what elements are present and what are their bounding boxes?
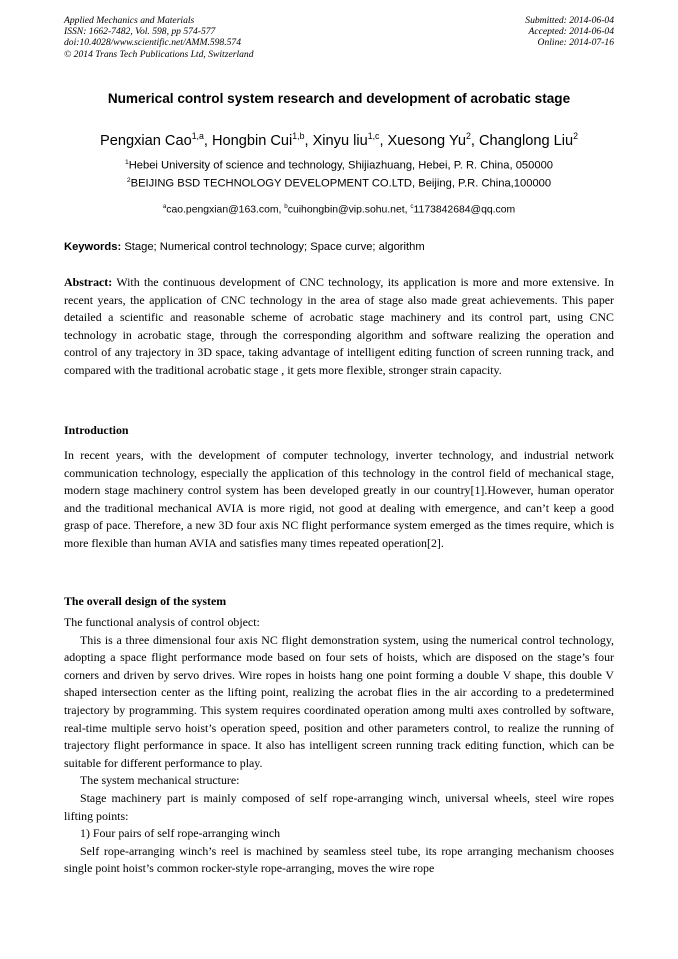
abstract-label: Abstract: <box>64 275 113 289</box>
author-list: Pengxian Cao$^{1,a}$, Hongbin Cui$^{1,b}$, Xinyu liu$^{1,c}$, Xuesong Yu$^2$, Changlong Liu$^2$ <box>100 131 578 149</box>
introduction-block <box>64 447 614 553</box>
abstract-text: With the continuous development of CNC technology, its application is more and more extensive. In recent years, the application of CNC technology in the area of stage also made great achievements. This paper detailed a scientific and reasonable scheme of acrobatic stage machinery and its control part, using CNC technology in acrobatic stage, through the corresponding algorithm and software realizing the operation and control of any trajectory in 3D space, taking advantage of intelligent editing function of screen running track, and compared with the traditional acrobatic stage , it gets more flexible, stronger strain capacity. <box>64 275 614 377</box>
keywords-text: Stage; Numerical control technology; Space curve; algorithm <box>124 241 425 253</box>
journal-name: Applied Mechanics and Materials <box>64 15 195 26</box>
author-sup: 2 <box>466 131 471 141</box>
affiliation-text: Hebei University of science and technology, Shijiazhuang, Hebei, P. R. China, 050000 <box>128 159 554 172</box>
online-date: Online: 2014-07-16 <box>537 37 614 49</box>
introduction-text: In recent years, with the development of computer technology, inverter technology, and industrial network communication technology, especially the application of this technology in the control field of mechanical stage, modern stage machinery control system has been developed greatly in our country[1].However, human operator and the traditional mechanical AVIA is more rigid, not good at dealing with emergence, and can’t keep a good grasp of pace. Therefore, a new 3D four axis NC flight performance system emerged as the times require, which is more flexible than human AVIA and satisfies many times repeated operation[2]. <box>64 448 614 550</box>
paragraph-system-description: This is a three dimensional four axis NC flight demonstration system, using the numerical control technology, adopting a space flight performance mode based on four sets of hoists, which are disposed on the stage’s four corners and driven by servo drives. Wire ropes in hoists hang one point forming a double V shape, this double V shaped intersection center as the lifting point, realizing the acrobat flies in the air according to a predetermined trajectory by programming. This system requires coordinated operation among multi axes controlled by software, real-time multiple servo hoist’s operation speed, position and other parameters control, to realize the running of trajectory flight performance in space. It also has intelligent screen running track editing function, which can be suitable for different performance to play. <box>64 632 614 770</box>
section-heading-overall-design: The overall design of the system <box>64 594 227 608</box>
author-name: Changlong Liu <box>478 132 574 149</box>
affiliation-2 <box>0 177 678 190</box>
email-list: $^a$cao.pengxian@163.com, $^b$cuihongbin@vip.sohu.net, $^c$1173842684@qq.com <box>162 203 516 216</box>
author-name: Xinyu liu <box>312 132 368 149</box>
section-heading-introduction: Introduction <box>64 423 129 437</box>
dates-info <box>525 15 614 49</box>
keywords-line <box>64 241 614 253</box>
paragraph-mechanical-structure: The system mechanical structure: <box>80 773 240 788</box>
email-sup: b <box>284 203 288 210</box>
author-name: Xuesong Yu <box>387 132 466 149</box>
submitted-date: Submitted: 2014-06-04 <box>525 15 614 26</box>
overall-design-block <box>64 614 614 878</box>
journal-info <box>64 15 254 60</box>
abstract-block <box>64 274 614 380</box>
paragraph-winch-description: Self rope-arranging winch’s reel is machined by seamless steel tube, its rope arranging mechanism chooses single point hoist’s common rocker-style rope-arranging, moves the wire rope <box>64 843 614 876</box>
list-item-winch: 1) Four pairs of self rope-arranging winch <box>80 826 281 841</box>
author-sup: 1,c <box>367 131 380 141</box>
copyright-line: © 2014 Trans Tech Publications Ltd, Switzerland <box>64 48 254 60</box>
author-name: Hongbin Cui <box>211 132 293 149</box>
doi-line: doi:10.4028/www.scientific.net/AMM.598.574 <box>64 37 242 49</box>
keywords-label: Keywords: <box>64 241 122 253</box>
affiliation-sup: 1 <box>124 159 129 166</box>
paragraph-functional-analysis: The functional analysis of control object: <box>64 615 260 629</box>
author-sup: 1,a <box>191 131 204 141</box>
email-link[interactable]: cao.pengxian@163.com <box>166 204 279 216</box>
email-sup: a <box>162 203 167 210</box>
paper-title: Numerical control system research and development of acrobatic stage <box>107 91 571 106</box>
affiliation-1 <box>0 159 678 172</box>
author-sup: 2 <box>573 131 578 141</box>
author-name: Pengxian Cao <box>100 132 192 149</box>
email-sup: c <box>410 203 414 210</box>
issn-line: ISSN: 1662-7482, Vol. 598, pp 574-577 <box>64 26 216 38</box>
accepted-date: Accepted: 2014-06-04 <box>528 26 614 38</box>
email-link[interactable]: 1173842684@qq.com <box>413 204 516 216</box>
author-sup: 1,b <box>292 131 305 141</box>
email-link[interactable]: cuihongbin@vip.sohu.net <box>287 204 405 216</box>
affiliation-text: BEIJING BSD TECHNOLOGY DEVELOPMENT CO.LTD, Beijing, P.R. China,100000 <box>130 177 552 190</box>
paragraph-stage-machinery: Stage machinery part is mainly composed of self rope-arranging winch, universal wheels, steel wire ropes lifting points: <box>64 790 614 823</box>
affiliation-sup: 2 <box>126 177 131 184</box>
